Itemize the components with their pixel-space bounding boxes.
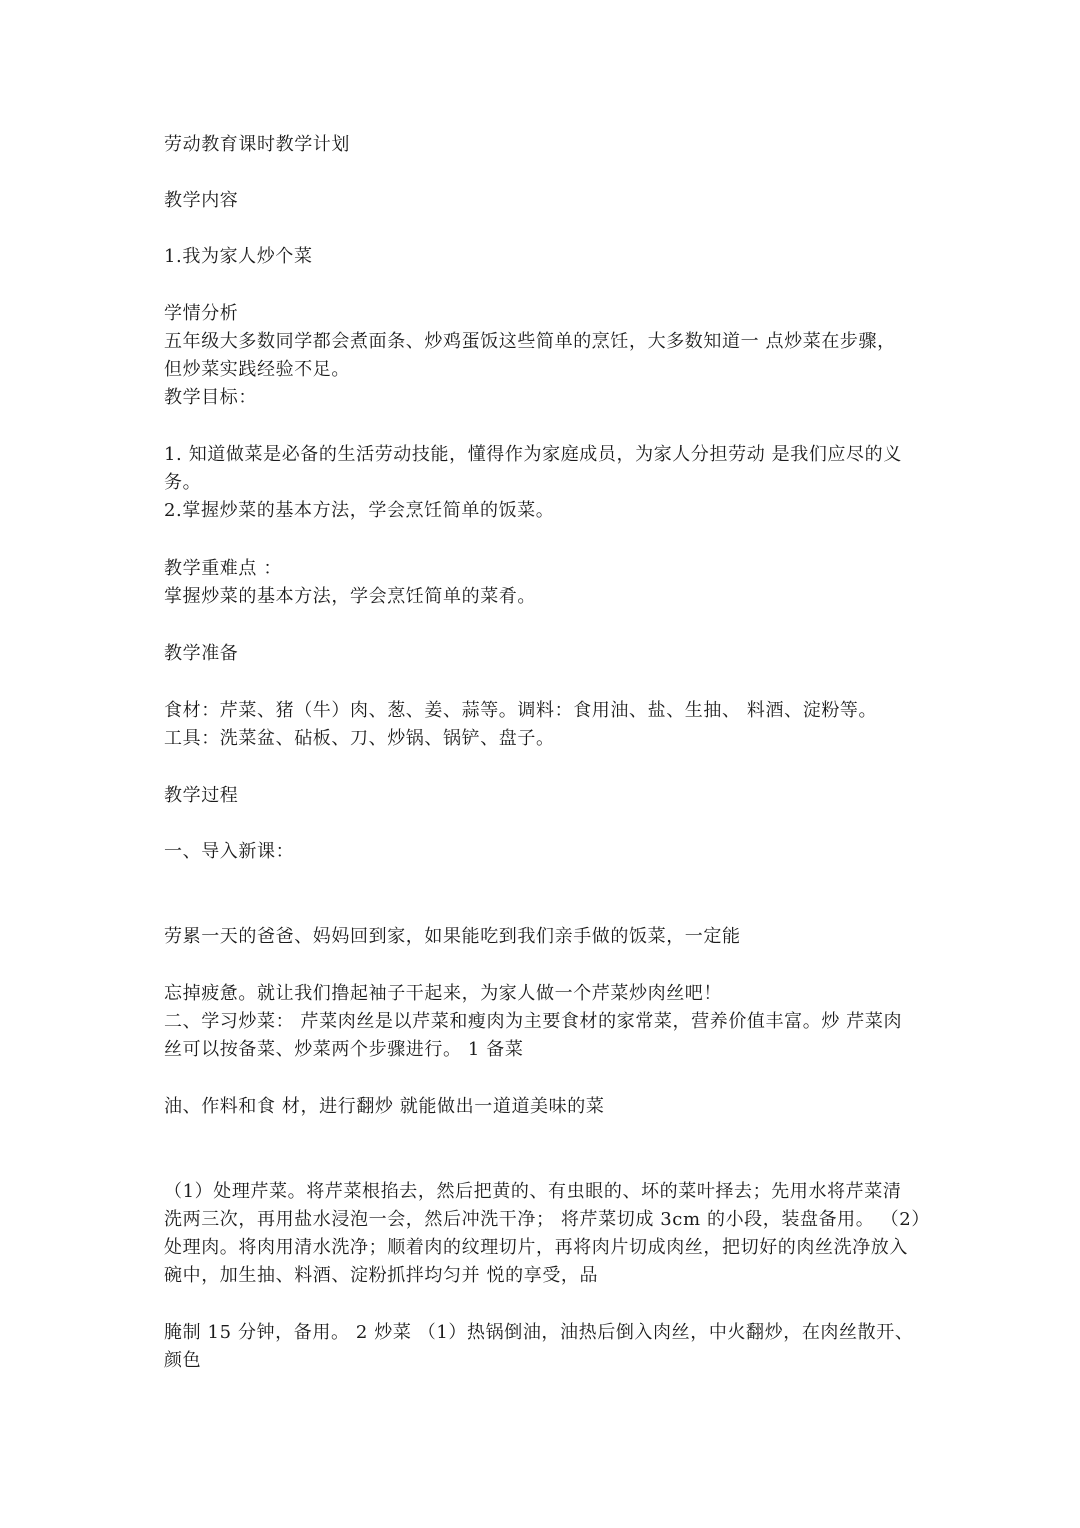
- text-line: 务。: [164, 472, 202, 493]
- text-line: 但炒菜实践经验不足。: [164, 359, 350, 380]
- text-line: 掌握炒菜的基本方法，学会烹饪简单的菜肴。: [164, 586, 536, 607]
- text-line: 油、作料和食 材，进行翻炒 就能做出一道道美味的菜: [164, 1096, 605, 1117]
- text-line: （1）处理芹菜。将芹菜根掐去，然后把黄的、有虫眼的、坏的菜叶择去；先用水将芹菜清: [164, 1181, 902, 1202]
- text-line: 洗两三次，再用盐水浸泡一会，然后冲洗干净； 将芹菜切成 3cm 的小段，装盘备用。 （2）: [164, 1209, 930, 1230]
- text-line: 腌制 15 分钟，备用。 2 炒菜 （1）热锅倒油，油热后倒入肉丝，中火翻炒，在肉丝散开、: [164, 1322, 914, 1343]
- text-line: 碗中，加生抽、料酒、淀粉抓拌均匀并 悦的享受，品: [164, 1265, 599, 1286]
- text-line: 丝可以按备菜、炒菜两个步骤进行。 1 备菜: [164, 1039, 524, 1060]
- text-line: 处理肉。将肉用清水洗净；顺着肉的纹理切片，再将肉片切成肉丝，把切好的肉丝洗净放入: [164, 1237, 908, 1258]
- text-line: 食材：芹菜、猪（牛）肉、葱、姜、蒜等。调料：食用油、盐、生抽、 料酒、淀粉等。: [164, 700, 878, 721]
- text-line: 工具：洗菜盆、砧板、刀、炒锅、锅铲、盘子。: [164, 728, 555, 749]
- heading-teaching-goals: 教学目标：: [164, 387, 257, 408]
- text-line: 忘掉疲惫。就让我们撸起袖子干起来，为家人做一个芹菜炒肉丝吧！: [164, 983, 722, 1004]
- text-line: 颜色: [164, 1350, 202, 1371]
- text-line: 2.掌握炒菜的基本方法，学会烹饪简单的饭菜。: [164, 500, 555, 521]
- heading-preparation: 教学准备: [164, 643, 239, 664]
- doc-title: 劳动教育课时教学计划: [164, 134, 350, 155]
- heading-process: 教学过程: [164, 785, 239, 806]
- text-line: 二、学习炒菜： 芹菜肉丝是以芹菜和瘦肉为主要食材的家常菜，营养价值丰富。炒 芹菜肉: [164, 1011, 903, 1032]
- lesson-item: 1.我为家人炒个菜: [164, 246, 313, 267]
- heading-intro: 一、导入新课：: [164, 841, 295, 862]
- text-line: 劳累一天的爸爸、妈妈回到家，如果能吃到我们亲手做的饭菜，一定能: [164, 926, 741, 947]
- heading-teaching-content: 教学内容: [164, 190, 239, 211]
- heading-key-points: 教学重难点 ：: [164, 558, 282, 579]
- text-line: 五年级大多数同学都会煮面条、炒鸡蛋饭这些简单的烹饪，大多数知道一 点炒菜在步骤，: [164, 331, 896, 352]
- heading-student-analysis: 学情分析: [164, 303, 239, 324]
- text-line: 1. 知道做菜是必备的生活劳动技能，懂得作为家庭成员，为家人分担劳动 是我们应尽的义: [164, 444, 902, 465]
